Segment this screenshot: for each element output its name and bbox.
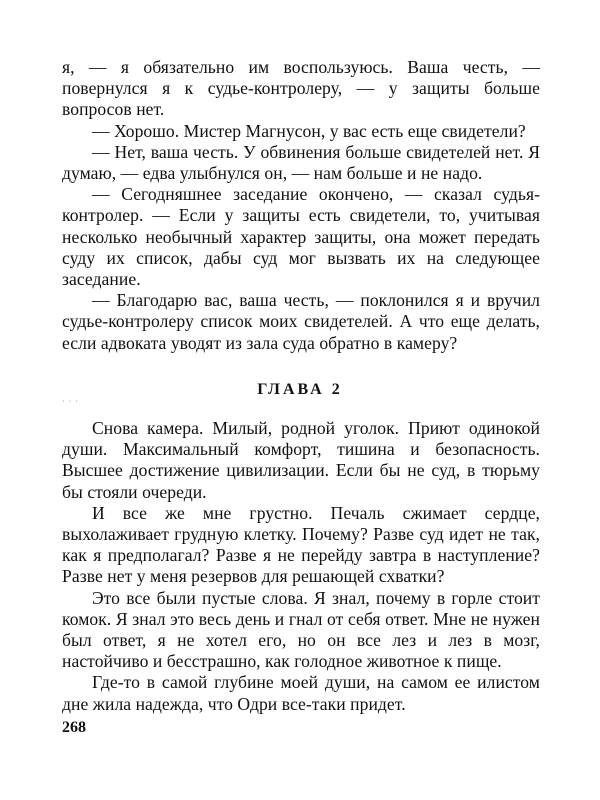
paragraph: — Благодарю вас, ваша честь, — поклонился я и вручил судье-контролеру список моих свидетелей. А что еще делать, если адвоката уводят из зала суда обратно в камеру? — [62, 290, 540, 353]
paragraph: — Нет, ваша честь. У обвинения больше свидетелей нет. Я думаю, — едва улыбнулся он, — нам больше и не надо. — [62, 141, 540, 184]
paragraph: — Сегодняшнее заседание окончено, — сказал судья-контролер. — Если у защиты есть свидетели, то, учитывая несколько необычный характер защиты, она может передать суду их список, дабы суд мог вызвать их на следующее заседание. — [62, 184, 540, 290]
print-speck-decoration: ··· — [62, 397, 82, 406]
paragraph: — Хорошо. Мистер Магнусон, у вас есть еще свидетели? — [92, 120, 526, 141]
paragraph: Где-то в самой глубине моей души, на самом ее илистом дне жила надежда, что Одри все-таки придет. — [62, 672, 540, 714]
paragraph: И все же мне грустно. Печаль сжимает сердце, выхолаживает грудную клетку. Почему? Разве суд идет не так, как я предполагал? Разве я не перейду завтра в наступление? Разве нет у меня резервов для решающей схватки? — [62, 502, 540, 587]
page-number: 268 — [62, 719, 86, 736]
previous-chapter-text — [62, 57, 540, 354]
paragraph: Снова камера. Милый, родной уголок. Приют одинокой души. Максимальный комфорт, тишина и безопасность. Высшее достижение цивилизации. Если бы не суд, в тюрьму бы стояли очереди. — [62, 418, 540, 502]
chapter-title: ГЛАВА 2 — [257, 381, 343, 398]
paragraph: Это все были пустые слова. Я знал, почему в горле стоит комок. Я знал это весь день и гнал от себя ответ. Мне не нужен был ответ, я не хотел его, но он все лез и лез в мозг, настойчиво и бесстрашно, как голодное животное к пище. — [62, 587, 540, 672]
chapter-2-text — [62, 418, 540, 715]
paragraph-continuation: я, — я обязательно им воспользуюсь. Ваша честь, — повернулся я к судье-контролеру, — у защиты больше вопросов нет. — [62, 57, 540, 120]
